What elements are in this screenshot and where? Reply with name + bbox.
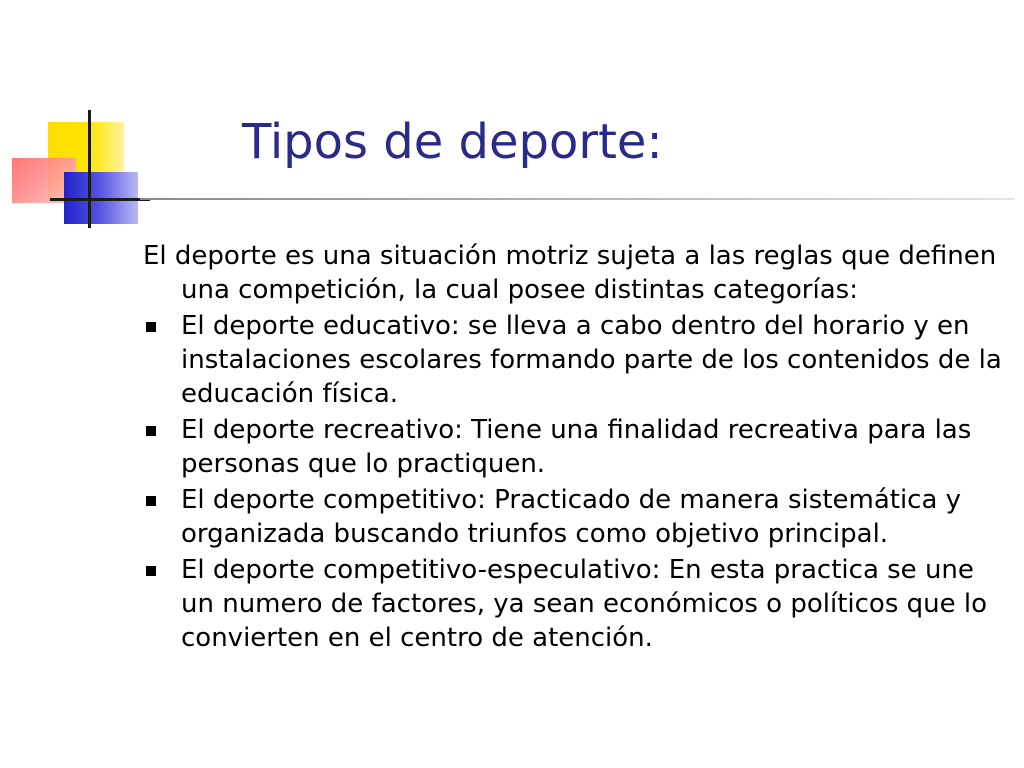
square-bullet-icon	[146, 322, 156, 332]
list-item-text: El deporte competitivo: Practicado de manera sistemática y organizada buscando triunfos como objetivo principal.	[181, 485, 962, 549]
square-bullet-icon	[146, 496, 156, 506]
list-item-text: El deporte recreativo: Tiene una finalidad recreativa para las personas que lo practiquen.	[181, 415, 972, 479]
intro-paragraph: El deporte es una situación motriz sujeta a las reglas que definen una competición, la cual posee distintas categorías:	[143, 241, 997, 305]
square-bullet-icon	[146, 566, 156, 576]
list-item	[143, 483, 1003, 551]
square-bullet-icon	[146, 426, 156, 436]
bullet-list	[143, 309, 1003, 655]
title-underline	[140, 198, 1015, 200]
list-item	[143, 413, 1003, 481]
list-item	[143, 553, 1003, 655]
vertical-line	[88, 110, 91, 228]
list-item	[143, 309, 1003, 411]
decorative-squares	[0, 0, 150, 240]
horizontal-line-dark	[50, 198, 150, 201]
slide-body	[143, 239, 1003, 657]
list-item-text: El deporte competitivo-especulativo: En esta practica se une un numero de factores, ya sean económicos o políticos que lo convierten en el centro de atención.	[181, 555, 988, 653]
list-item-text: El deporte educativo: se lleva a cabo dentro del horario y en instalaciones escolares formando parte de los contenidos de la educación física.	[181, 311, 1002, 409]
slide-title: Tipos de deporte:	[242, 114, 663, 170]
